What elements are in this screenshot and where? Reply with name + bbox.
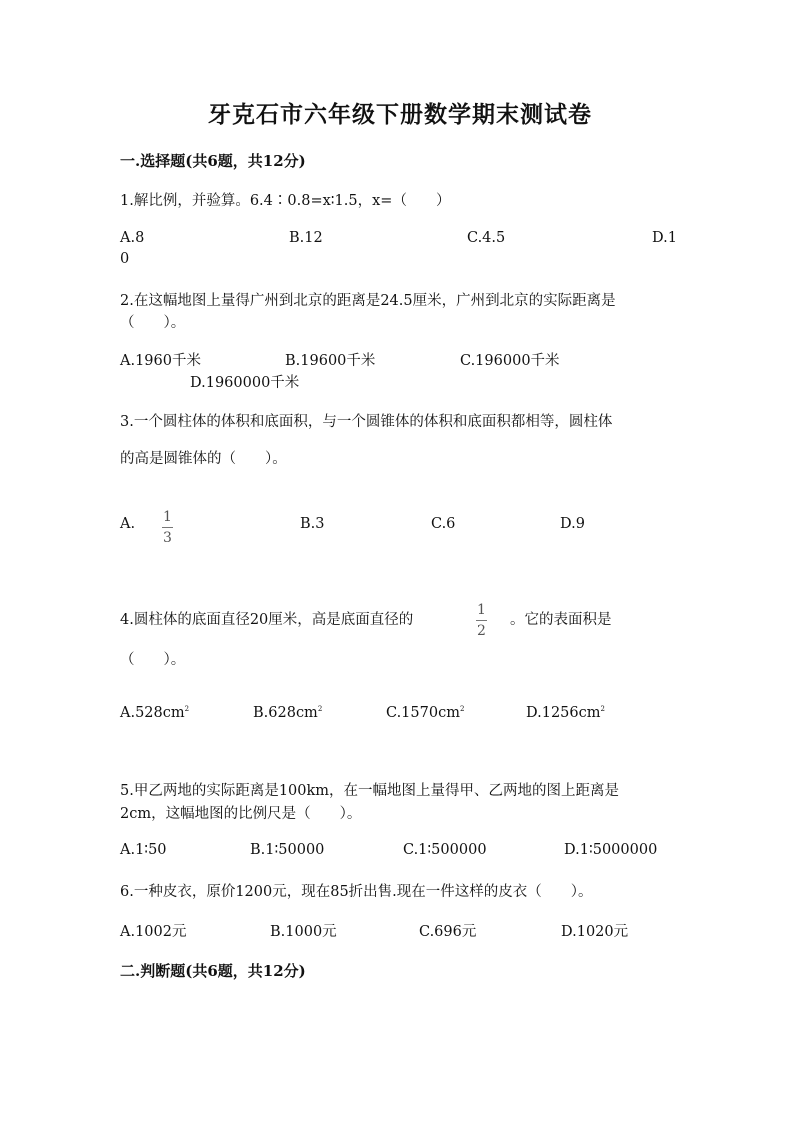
q5-option-d: D.1∶5000000 [564, 842, 658, 858]
q6-option-b: B.1000元 [270, 924, 337, 940]
fraction-denominator: 3 [163, 530, 172, 546]
q1-option-a: A.8 [120, 230, 145, 246]
q2-option-a: A.1960千米 [120, 353, 201, 369]
question-4-line-2: （ ）。 [120, 652, 186, 668]
q5-option-a: A.1∶50 [120, 842, 167, 858]
q3-option-d: D.9 [560, 516, 585, 532]
fraction-numerator: 1 [163, 509, 172, 525]
question-5-line-2: 2cm，这幅地图的比例尺是（ ）。 [120, 806, 362, 822]
superscript: 2 [600, 705, 605, 714]
q4-option-d-text: D.1256cm [526, 705, 601, 721]
section-heading-judgement: 二.判断题(共6题，共12分) [120, 962, 306, 980]
q1-option-c: C.4.5 [467, 230, 506, 246]
question-4-line-1b: 。它的表面积是 [510, 612, 612, 628]
superscript: 2 [317, 705, 323, 714]
question-6-text: 6.一种皮衣，原价1200元，现在85折出售.现在一件这样的皮衣（ ）。 [120, 884, 593, 900]
q3-option-a-label: A. [120, 516, 136, 532]
q4-option-a-text: A.528cm [120, 705, 185, 721]
q4-option-d [526, 705, 605, 721]
q3-option-c: C.6 [431, 516, 456, 532]
superscript: 2 [459, 705, 465, 714]
page-title: 牙克石市六年级下册数学期末测试卷 [208, 101, 592, 128]
q5-option-c: C.1∶500000 [403, 842, 487, 858]
question-2-line-2: （ ）。 [120, 315, 186, 331]
q4-option-c-text: C.1570cm [386, 705, 460, 721]
question-5-line-1: 5.甲乙两地的实际距离是100km，在一幅地图上量得甲、乙两地的图上距离是 [120, 783, 620, 799]
fraction-denominator: 2 [477, 623, 486, 639]
question-1-text: 1.解比例，并验算。6.4∶0.8=x∶1.5，x=（ ） [120, 193, 451, 209]
q4-fraction [476, 603, 487, 638]
q4-option-c [386, 705, 464, 721]
q4-option-b [253, 705, 322, 721]
q2-option-d: D.1960000千米 [190, 375, 300, 391]
q2-option-c: C.196000千米 [460, 353, 560, 369]
q3-option-a-fraction [162, 510, 173, 545]
question-2-line-1: 2.在这幅地图上量得广州到北京的距离是24.5厘米，广州到北京的实际距离是 [120, 293, 616, 309]
q1-option-d-wrap: 0 [120, 251, 130, 267]
q5-option-b: B.1∶50000 [250, 842, 325, 858]
q6-option-d: D.1020元 [561, 924, 629, 940]
q4-option-a [120, 705, 189, 721]
q4-option-b-text: B.628cm [253, 705, 318, 721]
question-3-line-2: 的高是圆锥体的（ ）。 [120, 451, 287, 467]
section-heading-choice: 一.选择题(共6题，共12分) [120, 152, 306, 170]
q1-option-b: B.12 [289, 230, 323, 246]
q1-option-d: D.1 [652, 230, 677, 246]
q2-option-b: B.19600千米 [285, 353, 376, 369]
question-3-line-1: 3.一个圆柱体的体积和底面积，与一个圆锥体的体积和底面积都相等，圆柱体 [120, 414, 613, 430]
q6-option-c: C.696元 [419, 924, 477, 940]
superscript: 2 [184, 705, 190, 714]
q6-option-a: A.1002元 [120, 924, 187, 940]
fraction-numerator: 1 [477, 602, 486, 618]
fraction-bar [476, 620, 487, 621]
question-4-line-1a: 4.圆柱体的底面直径20厘米，高是底面直径的 [120, 612, 414, 628]
fraction-bar [162, 527, 173, 528]
q3-option-b: B.3 [300, 516, 325, 532]
